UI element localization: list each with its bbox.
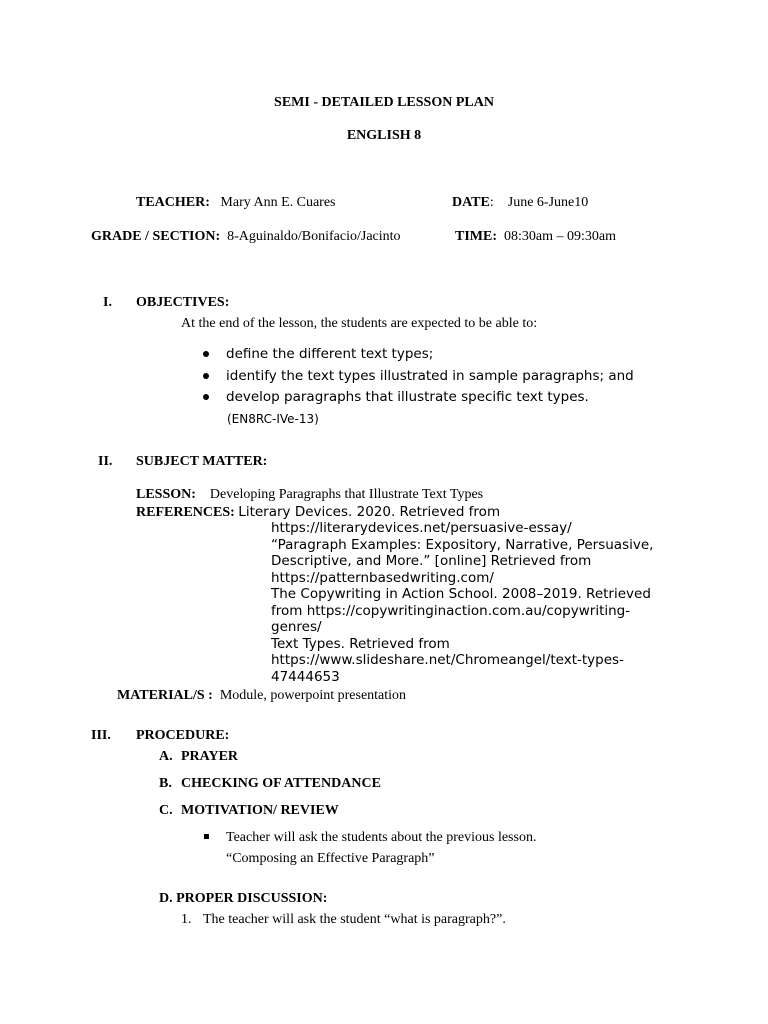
reference-line: Text Types. Retrieved from [271,635,450,652]
grade-row [91,228,401,245]
lesson-row [136,486,483,503]
reference-first-line: Literary Devices. 2020. Retrieved from [238,504,501,520]
step-c-label: MOTIVATION/ REVIEW [181,803,339,818]
discussion-heading: D. PROPER DISCUSSION: [159,891,328,906]
materials-value: Module, powerpoint presentation [219,688,407,703]
bullet-icon [203,373,209,379]
step-a-marker: A. [159,749,173,764]
motivation-item-line1: Teacher will ask the students about the previous lesson. [226,830,537,845]
references-list [271,520,691,685]
square-bullet-icon [204,834,209,839]
date-colon: : [489,195,494,210]
materials-row [117,687,406,704]
objective-item-3: develop paragraphs that illustrate specific text types. [226,389,589,405]
time-row [455,228,616,245]
reference-line: from https://copywritinginaction.com.au/copywriting- [271,602,631,619]
reference-line: genres/ [271,619,322,635]
date-row [452,194,588,211]
document-title: SEMI - DETAILED LESSON PLAN [274,95,494,110]
subject-title: ENGLISH 8 [346,128,422,143]
bullet-icon [203,351,209,357]
time-value: 08:30am – 09:30am [504,229,616,244]
procedure-numeral: III. [91,728,111,743]
reference-line: The Copywriting in Action School. 2008–2019. Retrieved [271,586,651,602]
lesson-label: LESSON: [136,487,196,502]
reference-line: https://literarydevices.net/persuasive-essay/ [271,520,572,536]
reference-line: “Paragraph Examples: Expository, Narrative, Persuasive, [271,536,654,553]
references-label: REFERENCES: [136,505,235,520]
grade-label: GRADE / SECTION: [91,229,221,244]
motivation-item-line2: “Composing an Effective Paragraph” [226,851,435,866]
materials-label: MATERIAL/S : [117,688,213,703]
teacher-value: Mary Ann E. Cuares [220,195,336,210]
step-b-label: CHECKING OF ATTENDANCE [181,776,381,791]
reference-line: https://patternbasedwriting.com/ [271,569,494,586]
objective-item-1: define the different text types; [226,346,434,362]
date-label: DATE [452,195,490,210]
subject-matter-numeral: II. [98,454,113,469]
grade-value: 8-Aguinaldo/Bonifacio/Jacinto [227,229,401,244]
objective-item-2: identify the text types illustrated in sample paragraphs; and [226,368,634,384]
step-a-label: PRAYER [181,749,239,764]
date-value: June 6-June10 [507,195,589,210]
time-label: TIME: [455,229,497,244]
lesson-value: Developing Paragraphs that Illustrate Text Types [209,487,484,502]
teacher-label: TEACHER: [136,195,210,210]
step-b-marker: B. [159,776,172,791]
procedure-heading: PROCEDURE: [136,728,230,743]
teacher-row [136,194,336,211]
bullet-icon [203,394,209,400]
reference-line: https://www.slideshare.net/Chromeangel/text-types- [271,652,624,668]
objectives-numeral: I. [103,295,112,310]
objectives-heading: OBJECTIVES: [136,295,230,310]
reference-line: 47444653 [271,668,340,685]
discussion-item-marker: 1. [181,912,192,927]
competency-code: (EN8RC-IVe-13) [227,412,319,426]
references-row [136,504,500,521]
objectives-intro: At the end of the lesson, the students are expected to be able to: [181,316,538,331]
discussion-item-text: The teacher will ask the student “what is paragraph?”. [203,912,506,927]
step-c-marker: C. [159,803,173,818]
subject-matter-heading: SUBJECT MATTER: [136,454,268,469]
reference-line: Descriptive, and More.” [online] Retrieved from [271,553,592,569]
